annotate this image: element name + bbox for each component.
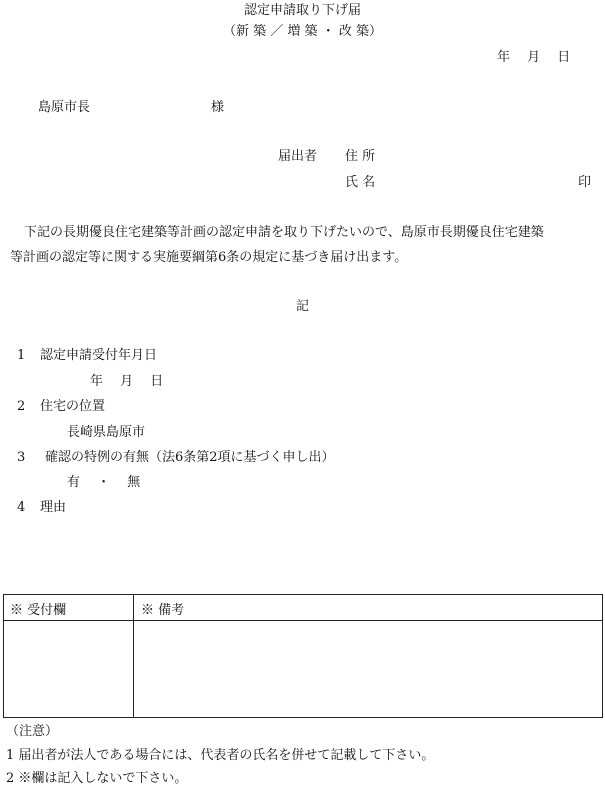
- seal-mark: 印: [578, 175, 592, 190]
- notifier-label: 届出者: [278, 149, 318, 164]
- item-3-value: 有 ・ 無: [67, 475, 141, 490]
- item-1-value: 年 月 日: [90, 374, 164, 389]
- item-1-label: 認定申請受付年月日: [40, 348, 158, 363]
- name-label: 氏 名: [345, 175, 376, 190]
- item-2-value: 長崎県島原市: [67, 425, 146, 440]
- address-label: 住 所: [345, 149, 376, 164]
- item-2-label: 住宅の位置: [40, 399, 106, 414]
- item-3-label: 確認の特例の有無（法6条第2項に基づく申し出）: [45, 450, 335, 465]
- item-1-number: 1: [17, 348, 26, 363]
- document-title: 認定申請取り下げ届: [243, 3, 361, 18]
- notes-heading: （注意）: [6, 724, 59, 739]
- note-1: 1 届出者が法人である場合には、代表者の氏名を併せて記載して下さい。: [6, 748, 435, 763]
- item-4-label: 理由: [40, 500, 67, 515]
- reception-cell: [4, 621, 133, 717]
- construction-type: （新 築 ／ 増 築 ・ 改 築）: [223, 24, 382, 39]
- reception-column-header: ※ 受付欄: [10, 603, 67, 618]
- body-text-line2: 等計画の認定等に関する実施要綱第6条の規定に基づき届け出ます。: [10, 250, 408, 265]
- ki-heading: 記: [295, 299, 309, 314]
- addressee-suffix: 様: [211, 100, 225, 115]
- body-text-line1: 下記の長期優良住宅建築等計画の認定申請を取り下げたいので、島原市長期優良住宅建築: [24, 225, 544, 240]
- item-4-number: 4: [17, 500, 26, 515]
- note-2: 2 ※欄は記入しないで下さい。: [6, 771, 188, 786]
- remarks-column-header: ※ 備考: [141, 603, 185, 618]
- addressee: 島原市長: [38, 100, 91, 115]
- item-2-number: 2: [17, 399, 26, 414]
- reception-table: [3, 594, 603, 718]
- remarks-cell: [134, 621, 602, 717]
- item-3-number: 3: [17, 450, 26, 465]
- date-line: 年 月 日: [497, 50, 571, 65]
